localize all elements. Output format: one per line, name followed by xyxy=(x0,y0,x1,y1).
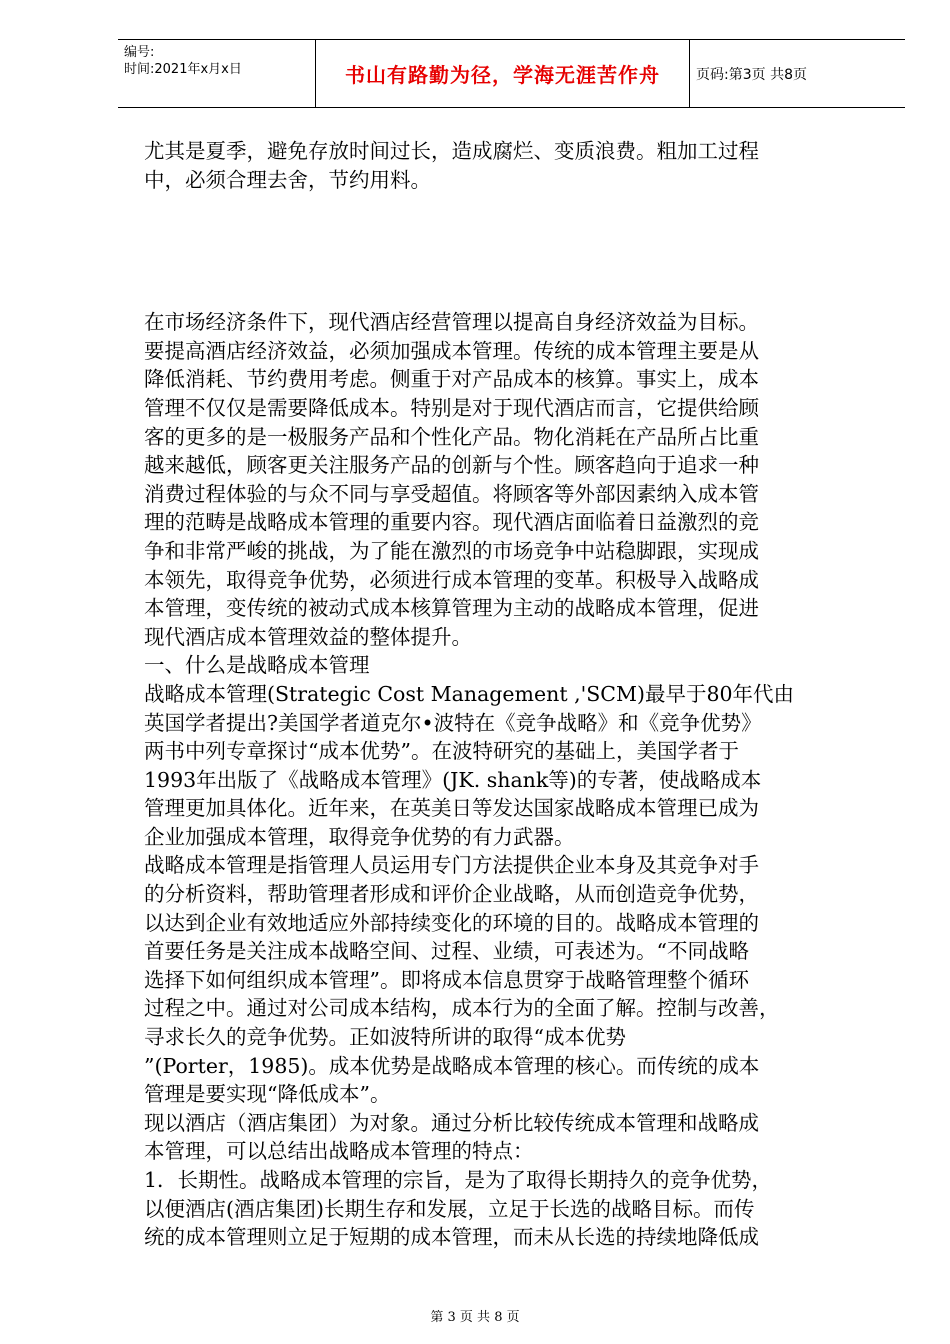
document-body xyxy=(144,137,864,1252)
body-line: 要提高酒店经济效益，必须加强成本管理。传统的成本管理主要是从 xyxy=(144,338,759,363)
body-line: 越来越低，顾客更关注服务产品的创新与个性。顾客趋向于追求一种 xyxy=(144,453,759,478)
body-line: 尤其是夏季，避免存放时间过长，造成腐烂、变质浪费。粗加工过程 xyxy=(144,139,759,163)
body-line: 本管理，可以总结出战略成本管理的特点： xyxy=(144,1139,534,1164)
page-header xyxy=(118,39,905,108)
body-line: 现代酒店成本管理效益的整体提升。 xyxy=(144,624,472,649)
body-line: 以便酒店(酒店集团)长期生存和发展，立足于长选的战略目标。而传 xyxy=(144,1196,755,1221)
body-line: 的分析资料，帮助管理者形成和评价企业战略，从而创造竞争优势， xyxy=(144,882,759,907)
body-line: 管理更加具体化。近年来，在英美日等发达国家战略成本管理已成为 xyxy=(144,796,759,821)
body-line: 1．长期性。战略成本管理的宗旨，是为了取得长期持久的竞争优势， xyxy=(144,1168,773,1192)
body-line: 两书中列专章探讨“成本优势”。在波特研究的基础上，美国学者于 xyxy=(144,739,739,764)
time-label: 时间:2021年x月x日 xyxy=(124,62,242,77)
section-heading: 一、什么是战略成本管理 xyxy=(144,653,370,678)
header-motto: 书山有路勤为径，学海无涯苦作舟 xyxy=(316,40,690,107)
body-line: 以达到企业有效地适应外部持续变化的环境的目的。战略成本管理的 xyxy=(144,910,759,935)
body-line: 客的更多的是一极服务产品和个性化产品。物化消耗在产品所占比重 xyxy=(144,424,759,449)
body-line: 现以酒店（酒店集团）为对象。通过分析比较传统成本管理和战略成 xyxy=(144,1110,759,1135)
body-line: 管理不仅仅是需要降低成本。特别是对于现代酒店而言，它提供给顾 xyxy=(144,395,759,420)
number-label: 编号: xyxy=(124,45,155,60)
header-page-label: 页码:第3页 共8页 xyxy=(696,66,807,83)
body-line: 寻求长久的竞争优势。正如波特所讲的取得“成本优势 xyxy=(144,1025,626,1050)
body-line: 1993年出版了《战略成本管理》(JK. shank等)的专著，使战略成本 xyxy=(144,767,762,792)
body-line: 本领先，取得竞争优势，必须进行成本管理的变革。积极导入战略成 xyxy=(144,567,759,592)
header-meta xyxy=(118,40,316,107)
body-line: 本管理，变传统的被动式成本核算管理为主动的战略成本管理，促进 xyxy=(144,596,759,621)
body-line: 争和非常严峻的挑战，为了能在激烈的市场竞争中站稳脚跟，实现成 xyxy=(144,538,759,563)
body-line: 消费过程体验的与众不同与享受超值。将顾客等外部因素纳入成本管 xyxy=(144,481,759,506)
body-line: ”(Porter，1985)。成本优势是战略成本管理的核心。而传统的成本 xyxy=(144,1053,760,1078)
body-line: 中，必须合理去舍，节约用料。 xyxy=(144,167,431,192)
body-line: 过程之中。通过对公司成本结构，成本行为的全面了解。控制与改善， xyxy=(144,996,780,1021)
body-line: 战略成本管理是指管理人员运用专门方法提供企业本身及其竞争对手 xyxy=(144,853,759,878)
page-footer: 第 3 页 共 8 页 xyxy=(430,1310,520,1325)
paragraph-gap xyxy=(144,194,864,308)
body-line: 理的范畴是战略成本管理的重要内容。现代酒店面临着日益激烈的竞 xyxy=(144,510,759,535)
body-line: 统的成本管理则立足于短期的成本管理，而未从长选的持续地降低成 xyxy=(144,1225,759,1250)
body-line: 管理是要实现“降低成本”。 xyxy=(144,1082,391,1107)
body-line: 首要任务是关注成本战略空间、过程、业绩，可表述为。“不同战略 xyxy=(144,939,749,964)
body-line: 企业加强成本管理，取得竞争优势的有力武器。 xyxy=(144,824,575,849)
body-line: 英国学者提出?美国学者道克尔•波特在《竞争战略》和《竞争优势》 xyxy=(144,710,762,735)
body-line: 在市场经济条件下，现代酒店经营管理以提高自身经济效益为目标。 xyxy=(144,310,759,335)
body-line: 降低消耗、节约费用考虑。侧重于对产品成本的核算。事实上，成本 xyxy=(144,367,759,392)
body-line: 选择下如何组织成本管理”。即将成本信息贯穿于战略管理整个循环 xyxy=(144,967,749,992)
body-line: 战略成本管理(Strategic Cost Management ,'SCM)最早于80年代由 xyxy=(144,681,795,706)
